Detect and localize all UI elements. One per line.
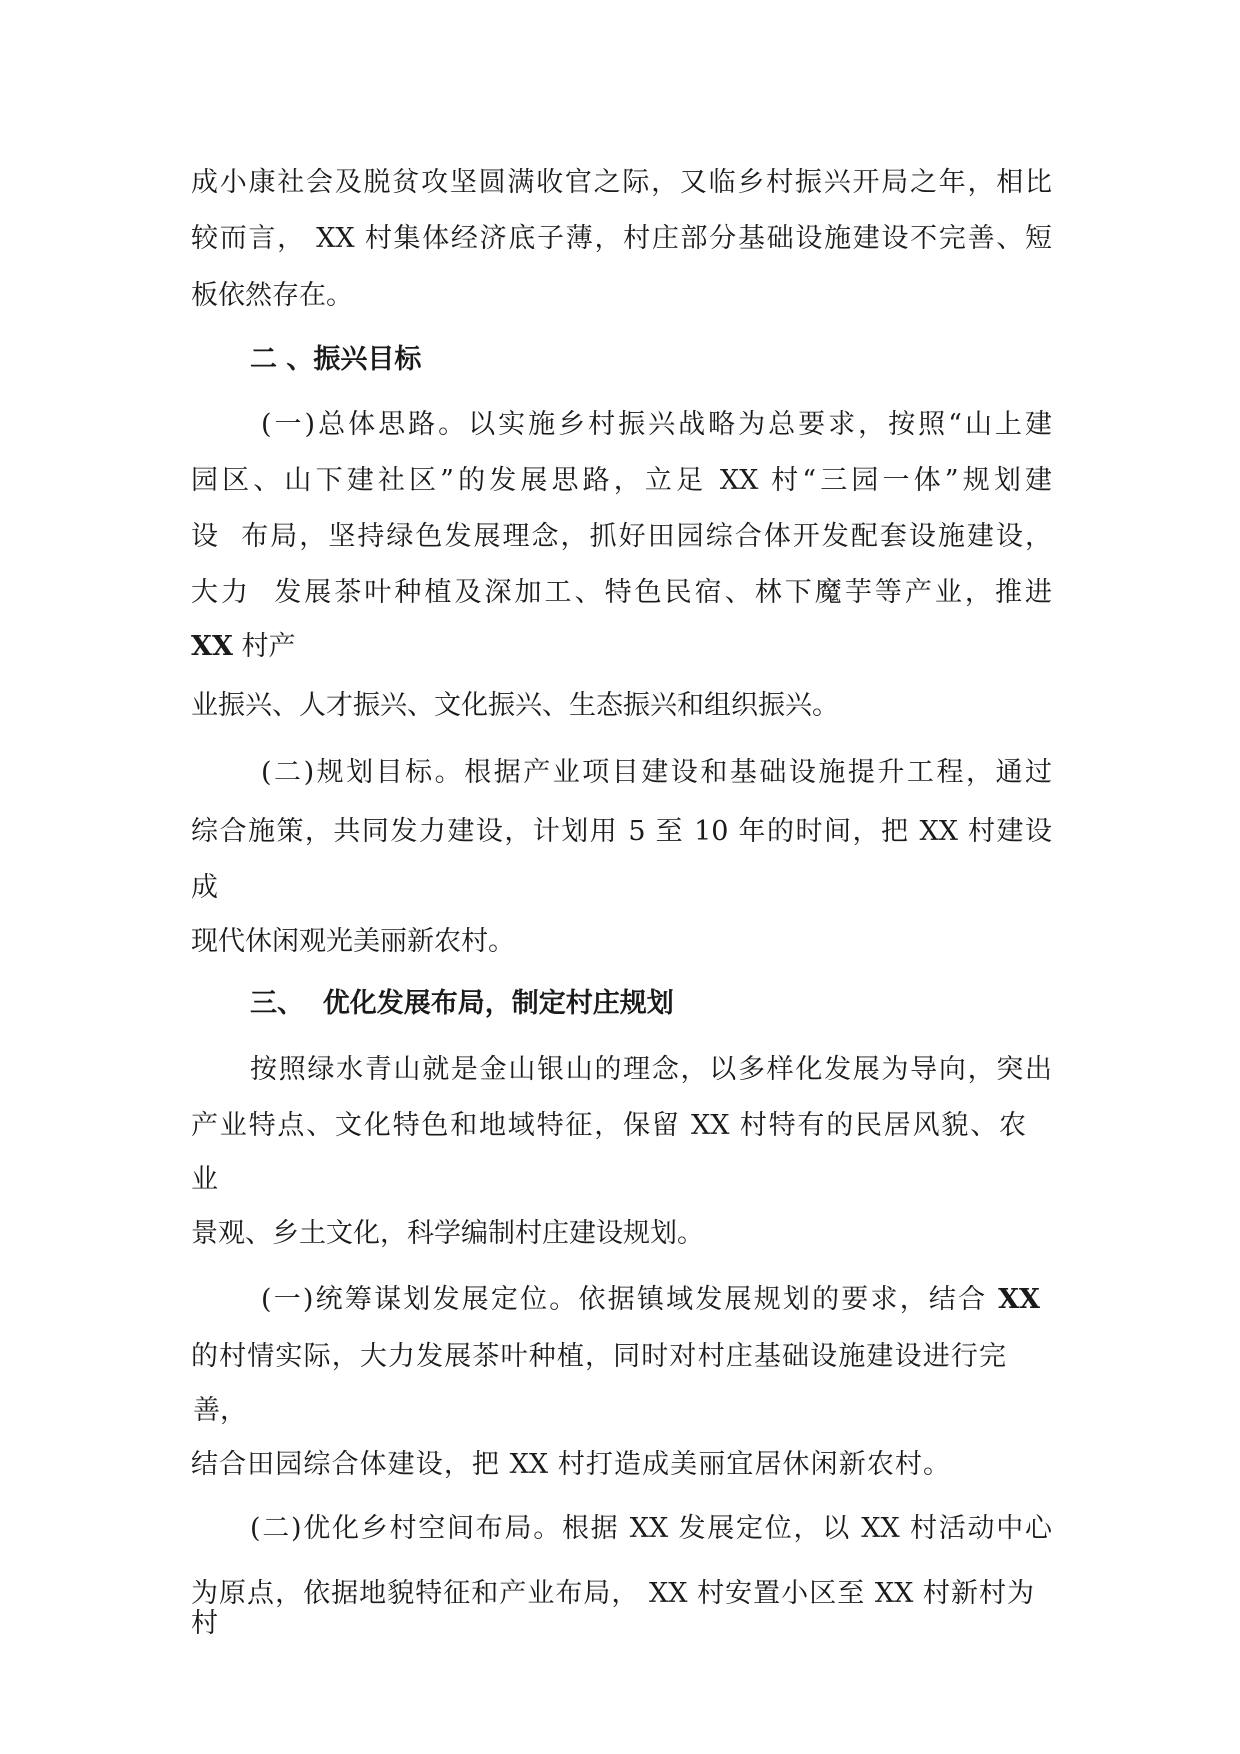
line-text: 业振兴、人才振兴、文化振兴、生态振兴和组织振兴。 — [191, 690, 839, 721]
body-text-line — [261, 755, 1052, 791]
body-text-line — [250, 1052, 1052, 1088]
line-text: (一)总体思路。以实施乡村振兴战略为总要求，按照“山上建 — [261, 409, 1052, 440]
line-text: 为原点，依据地貌特征和产业布局， XX 村安置小区至 XX 村新村为 — [191, 1578, 1034, 1609]
line-text: 的村情实际，大力发展茶叶种植，同时对村庄基础设施建设进行完 — [191, 1341, 1006, 1372]
line-text: 产业特点、文化特色和地域特征，保留 XX 村特有的民居风貌、农 — [191, 1110, 1026, 1141]
line-text: 设 布局，坚持绿色发展理念，抓好田园综合体开发配套设施建设， — [191, 521, 1052, 552]
body-text-line — [191, 463, 1052, 499]
body-text-line — [191, 1576, 1034, 1612]
line-text: 景观、乡土文化，科学编制村庄建设规划。 — [191, 1218, 704, 1249]
line-text: 村产 — [232, 631, 296, 662]
line-text: 成小康社会及脱贫攻坚圆满收官之际，又临乡村振兴开局之年，相比 — [191, 167, 1052, 198]
line-text: 结合田园综合体建设，把 XX 村打造成美丽宜居休闲新农村。 — [191, 1449, 950, 1480]
body-text-line — [261, 1282, 1040, 1318]
line-text: 板依然存在。 — [191, 280, 353, 311]
line-text: 按照绿水青山就是金山银山的理念，以多样化发展为导向，突出 — [250, 1054, 1052, 1085]
line-text: 村 — [191, 1608, 218, 1639]
body-text-line — [191, 924, 515, 960]
line-text: 现代休闲观光美丽新农村。 — [191, 926, 515, 957]
line-text: (二)优化乡村空间布局。根据 XX 发展定位，以 XX 村活动中心 — [250, 1513, 1052, 1544]
body-text-line — [250, 1511, 1052, 1547]
body-text-line — [191, 1339, 1006, 1375]
body-text-line — [191, 629, 296, 665]
body-text-line — [191, 870, 218, 906]
line-text: 业 — [191, 1164, 218, 1195]
line-text: (二)规划目标。根据产业项目建设和基础设施提升工程，通过 — [261, 757, 1052, 788]
line-text: 善， — [193, 1395, 247, 1426]
line-text: (一)统筹谋划发展定位。依据镇域发展规划的要求，结合 — [261, 1284, 999, 1315]
heading-text: 二 、振兴目标 — [250, 344, 422, 375]
bold-text: XX — [998, 1284, 1040, 1315]
body-text-line — [191, 575, 1052, 611]
body-text-line — [191, 814, 1052, 850]
section-heading — [250, 986, 674, 1022]
body-text-line — [191, 221, 1052, 257]
line-text: 园区、山下建社区”的发展思路，立足 XX 村“三园一体”规划建 — [191, 465, 1052, 496]
line-text: 成 — [191, 872, 218, 903]
body-text-line — [191, 688, 839, 724]
body-text-line — [191, 519, 1052, 555]
body-text-line — [193, 1393, 247, 1429]
body-text-line — [191, 1606, 218, 1642]
section-heading — [250, 342, 421, 378]
heading-text: 三、 优化发展布局，制定村庄规划 — [250, 988, 674, 1019]
body-text-line — [191, 1447, 950, 1483]
line-text: 综合施策，共同发力建设，计划用 5 至 10 年的时间，把 XX 村建设 — [191, 816, 1052, 847]
body-text-line — [191, 165, 1052, 201]
bold-text: XX — [191, 631, 233, 662]
line-text: 大力 发展茶叶种植及深加工、特色民宿、林下魔芋等产业，推进 — [191, 577, 1052, 608]
body-text-line — [261, 407, 1052, 443]
body-text-line — [191, 1162, 218, 1198]
body-text-line — [191, 1108, 1026, 1144]
body-text-line — [191, 1216, 704, 1252]
body-text-line — [191, 278, 353, 314]
line-text: 较而言， XX 村集体经济底子薄，村庄部分基础设施建设不完善、短 — [191, 223, 1052, 254]
